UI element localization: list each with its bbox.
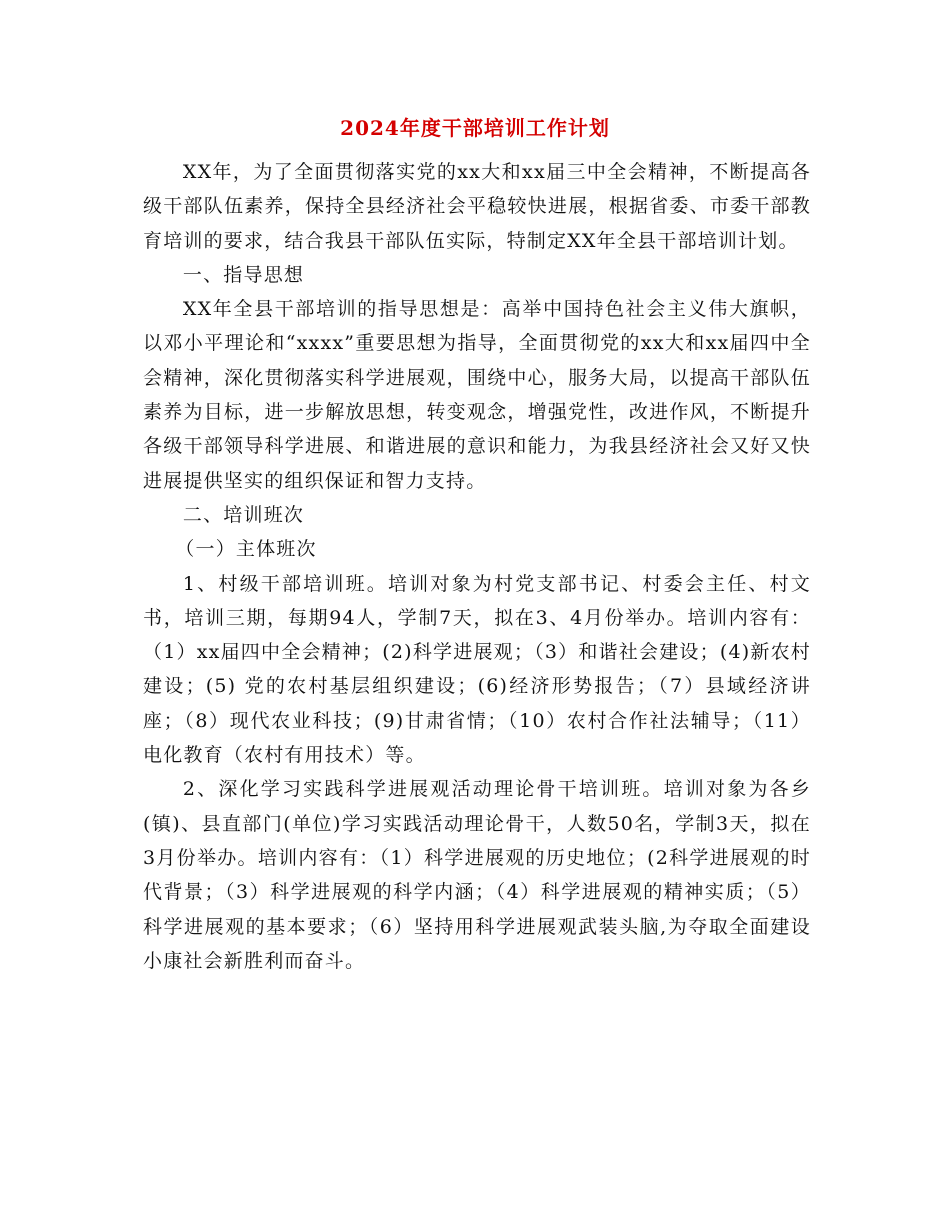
- section-heading-guiding-thought: 一、指导思想: [182, 263, 305, 286]
- intro-paragraph: XX年，为了全面贯彻落实党的xx大和xx届三中全会精神，不断提高各级干部队伍素养，保持全县经济社会平稳较快进展，根据省委、市委干部教育培训的要求，结合我县干部队伍实际，特制定XX年全县干部培训计划。: [143, 161, 811, 252]
- document-body: [143, 155, 811, 978]
- document-title: 2024年度干部培训工作计划: [340, 116, 610, 140]
- village-cadre-training-paragraph: 1、村级干部培训班。培训对象为村党支部书记、村委会主任、村文书，培训三期，每期94人，学制7天，拟在3、4月份举办。培训内容有：（1）xx届四中全会精神；(2)科学进展观；（3）和谐社会建设；(4)新农村建设；(5) 党的农村基层组织建设；(6)经济形势报告；（7）县域经济讲座；（8）现代农业科技；(9)甘肃省情；（10）农村合作社法辅导；（11）电化教育（农村有用技术）等。: [143, 572, 811, 767]
- guiding-thought-paragraph: XX年全县干部培训的指导思想是：高举中国持色社会主义伟大旗帜，以邓小平理论和“xxxx”重要思想为指导，全面贯彻党的xx大和xx届四中全会精神，深化贯彻落实科学进展观，围绕中心，服务大局，以提高干部队伍素养为目标，进一步解放思想，转变观念，增强党性，改进作风，不断提升各级干部领导科学进展、和谐进展的意识和能力，为我县经济社会又好又快进展提供坚实的组织保证和智力支持。: [143, 298, 811, 492]
- subsection-heading-main-classes: （一）主体班次: [175, 538, 317, 561]
- theory-backbone-training-paragraph: 2、深化学习实践科学进展观活动理论骨干培训班。培训对象为各乡(镇)、县直部门(单位)学习实践活动理论骨干，人数50名，学制3天，拟在3月份举办。培训内容有：（1）科学进展观的历史地位；(2科学进展观的时代背景；（3）科学进展观的科学内涵；（4）科学进展观的精神实质；（5）科学进展观的基本要求；（6）坚持用科学进展观武装头脑,为夺取全面建设小康社会新胜利而奋斗。: [143, 778, 811, 972]
- section-heading-training-classes: 二、培训班次: [182, 503, 305, 526]
